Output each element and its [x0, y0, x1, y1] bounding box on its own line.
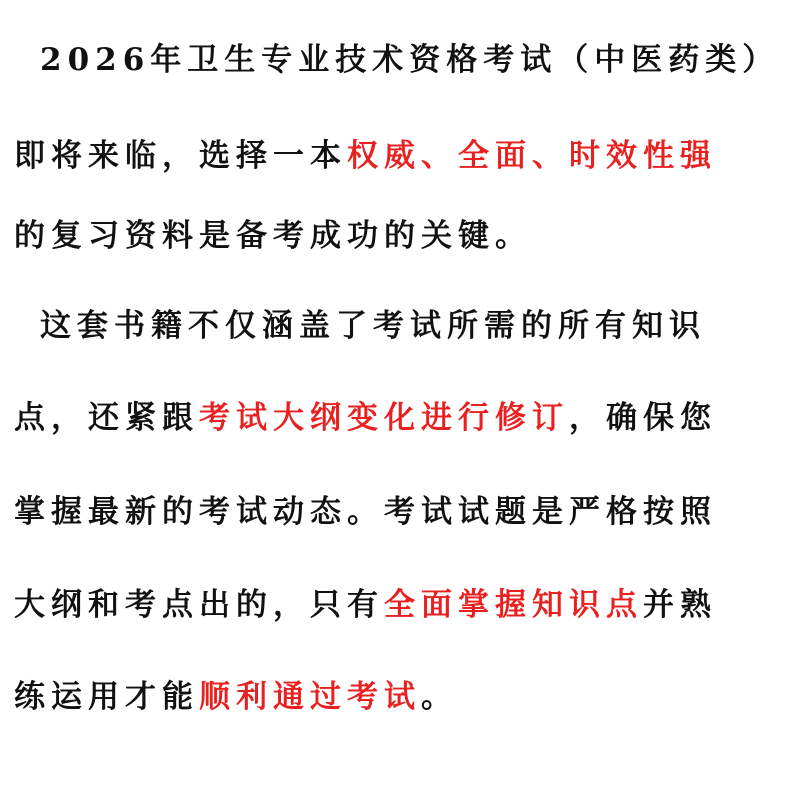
- line-3: [14, 216, 532, 256]
- line-7: [14, 585, 717, 625]
- line-4: [40, 306, 706, 346]
- line-6: [14, 492, 717, 532]
- highlight-text: 权威、全面、时效性强: [347, 138, 717, 174]
- highlight-text: 考试大纲变化进行修订: [199, 400, 569, 436]
- line-title: [40, 40, 779, 80]
- text-segment: 掌握最新的考试动态。考试试题是严格按照: [14, 494, 717, 530]
- line-5: [14, 398, 717, 438]
- text-segment: 2026年卫生专业技术资格考试（中医药类）: [40, 42, 780, 78]
- line-2: [14, 136, 717, 176]
- highlight-text: 全面掌握知识点: [384, 587, 643, 623]
- text-segment: 的复习资料是备考成功的关键。: [14, 218, 532, 254]
- text-segment: 练运用才能: [14, 679, 199, 715]
- line-8: [14, 677, 458, 717]
- text-segment: ，确保您: [569, 400, 717, 436]
- text-segment: 点，还紧跟: [14, 400, 199, 436]
- text-segment: 并熟: [643, 587, 717, 623]
- highlight-text: 顺利通过考试: [199, 679, 421, 715]
- text-segment: 。: [421, 679, 458, 715]
- text-segment: 即将来临，选择一本: [14, 138, 347, 174]
- text-segment: 这套书籍不仅涵盖了考试所需的所有知识: [40, 308, 706, 344]
- text-segment: 大纲和考点出的，只有: [14, 587, 384, 623]
